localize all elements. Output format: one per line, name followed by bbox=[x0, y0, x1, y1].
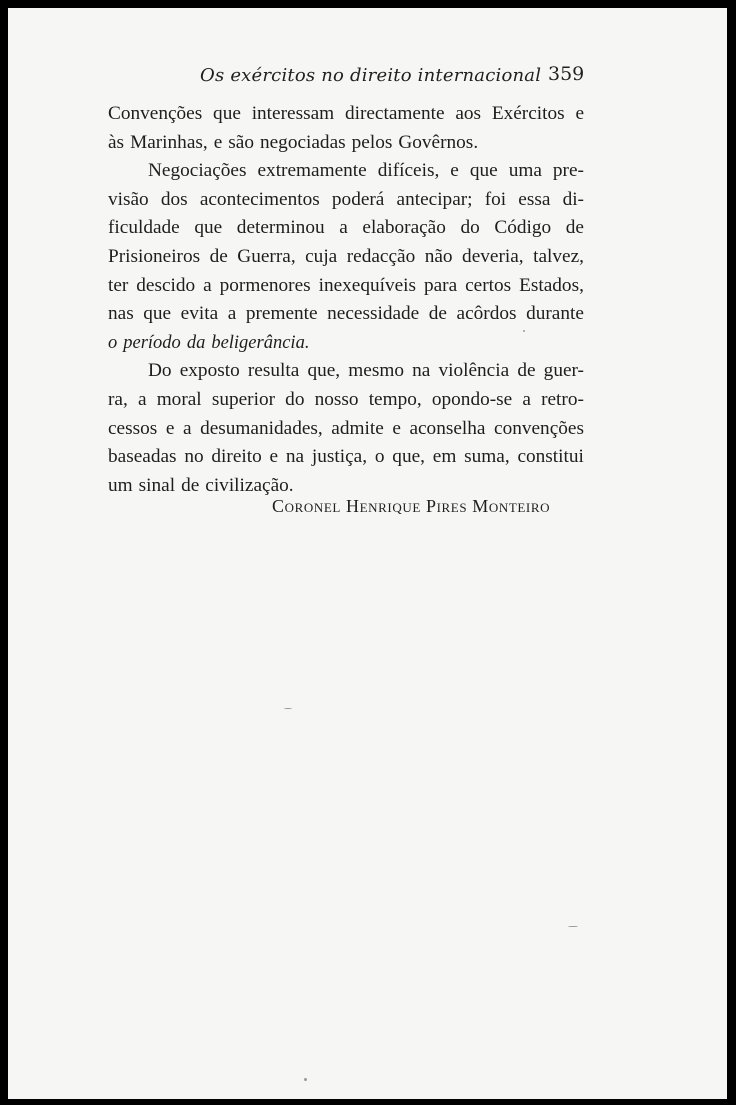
text-line: Prisioneiros de Guerra, cuja redacção não deveria, talvez, bbox=[108, 245, 584, 267]
text-line: Negociações extremamente difíceis, e que uma pre- bbox=[148, 160, 584, 182]
text-line: um sinal de civilização. bbox=[108, 474, 294, 496]
body-text bbox=[108, 100, 584, 500]
running-head bbox=[8, 63, 727, 93]
page-number: 359 bbox=[548, 63, 585, 85]
book-page bbox=[8, 8, 727, 1099]
paper-speck bbox=[304, 1078, 307, 1081]
paper-speck bbox=[284, 708, 292, 709]
paper-speck bbox=[523, 330, 525, 332]
running-title: Os exércitos no direito internacional bbox=[200, 65, 542, 86]
text-line: nas que evita a premente necessidade de acôrdos durante bbox=[108, 303, 584, 325]
text-line: Convenções que interessam directamente aos Exércitos e bbox=[108, 103, 584, 124]
text-line: ter descido a pormenores inexequíveis para certos Estados, bbox=[108, 274, 584, 296]
author-signature: Coronel Henrique Pires Monteiro bbox=[272, 496, 551, 516]
text-line: ficuldade que determinou a elaboração do Código de bbox=[108, 217, 584, 239]
text-line: visão dos acontecimentos poderá antecipar; foi essa di- bbox=[108, 188, 584, 210]
text-line: Do exposto resulta que, mesmo na violência de guer- bbox=[148, 360, 584, 382]
text-line: o período da beligerância. bbox=[108, 332, 310, 353]
text-line: baseadas no direito e na justiça, o que, em suma, constitui bbox=[108, 446, 584, 468]
text-line: cessos e a desumanidades, admite e aconselha convenções bbox=[108, 417, 584, 439]
text-line: ra, a moral superior do nosso tempo, opondo-se a retro- bbox=[108, 388, 584, 410]
paper-speck bbox=[568, 926, 578, 927]
text-line: às Marinhas, e são negociadas pelos Govêrnos. bbox=[108, 131, 479, 153]
